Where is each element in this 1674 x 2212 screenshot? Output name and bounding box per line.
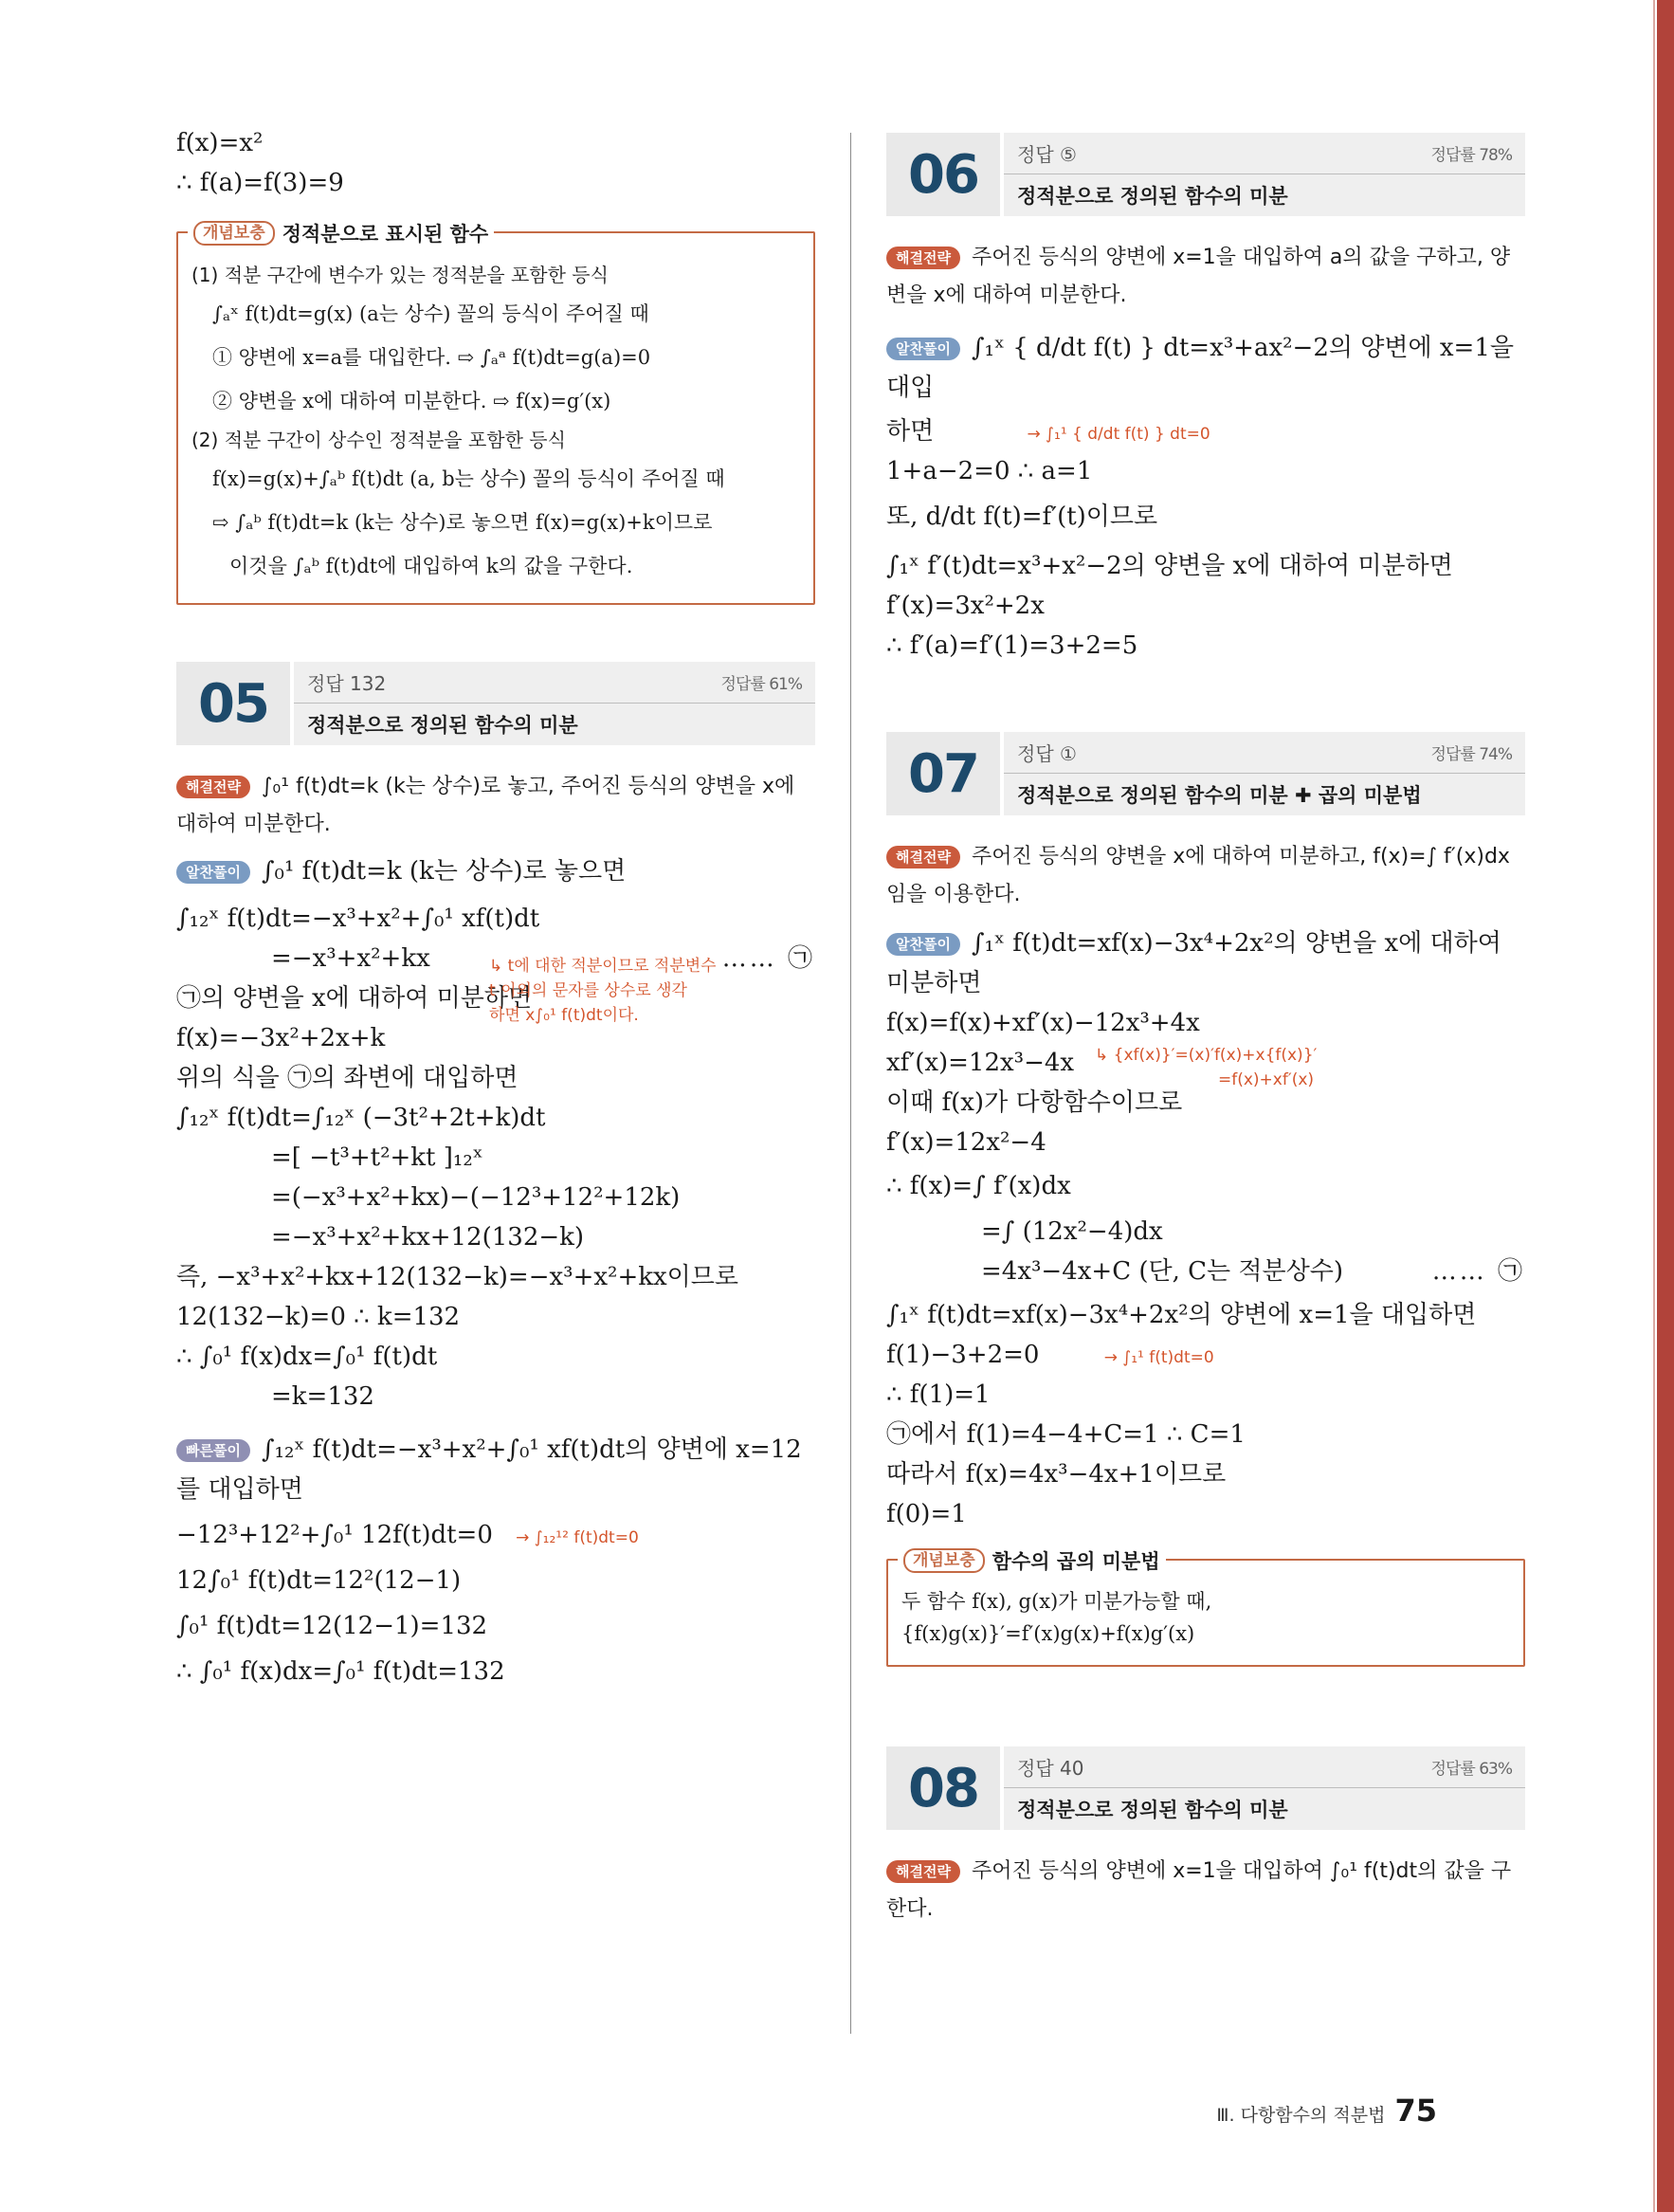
- answer-text: 정답 132: [307, 672, 387, 695]
- strategy: [886, 1853, 1525, 1929]
- problem-topic: 정적분으로 정의된 함수의 미분 ✚ 곱의 미분법: [1017, 784, 1422, 807]
- solution-line: [886, 1252, 1525, 1291]
- solution-line: f(x)=−3x²+2x+k: [176, 1024, 386, 1052]
- side-note-line: t 이외의 문자를 상수로 생각: [489, 981, 687, 1000]
- fast-line: [176, 1515, 815, 1555]
- concept-line: ② 양변을 x에 대하여 미분한다. ⇨ f(x)=g′(x): [212, 390, 611, 412]
- solution-line: ∴ f′(a)=f′(1)=3+2=5: [886, 631, 1138, 660]
- page-footer: [1216, 2093, 1437, 2129]
- solution-line: [886, 1335, 1525, 1375]
- solution-label: 알찬풀이: [886, 338, 960, 360]
- strategy-text: 주어진 등식의 양변에 x=1을 대입하여 a의 값을 구하고, 양변을 x에 대하여 미분한다.: [886, 246, 1511, 307]
- fast-solution-body: [176, 1470, 815, 1691]
- side-note-line: ↳ t에 대한 적분이므로 적분변수: [489, 957, 717, 976]
- concept-line: ∫ₐˣ f(t)dt=g(x) (a는 상수) 꼴의 등식이 주어질 때: [212, 302, 649, 325]
- problem-number: 07: [886, 732, 1000, 815]
- solution-line: f′(x)=12x²−4: [886, 1128, 1046, 1157]
- fast-line: ∴ ∫₀¹ f(x)dx=∫₀¹ f(t)dt=132: [176, 1657, 505, 1686]
- solution-body: [176, 899, 815, 1417]
- concept-box-integral-function: [176, 223, 815, 605]
- strategy: [886, 838, 1525, 914]
- fast-solution-first: [176, 1430, 815, 1470]
- equation-tag: …… ㉠: [1431, 1257, 1525, 1286]
- problem-header-05: [176, 662, 815, 745]
- arrow-icon: ↳: [489, 957, 508, 976]
- concept-line: f(x)=g(x)+∫ₐᵇ f(t)dt (a, b는 상수) 꼴의 등식이 주어질 때: [212, 467, 725, 490]
- concept-line: 두 함수 f(x), g(x)가 미분가능할 때,: [901, 1590, 1212, 1613]
- solution-label: 알찬풀이: [886, 933, 960, 956]
- problem-info: [294, 662, 815, 745]
- answer-row: [294, 662, 815, 704]
- solution-line-text: =4x³−4x+C (단, C는 적분상수): [981, 1257, 1344, 1286]
- answer-row: [1004, 133, 1525, 174]
- solution-first-text: ∫₀¹ f(t)dt=k (k는 상수)로 놓으면: [261, 857, 627, 886]
- concept-box-product-rule: [886, 1550, 1525, 1667]
- side-note-line: =f(x)+xf′(x): [1218, 1070, 1315, 1089]
- solution-line: 이때 f(x)가 다항함수이므로: [886, 1088, 1183, 1117]
- solution-line: 또, d/dt f(t)=f′(t)이므로: [886, 503, 1158, 531]
- correct-rate: 정답률 61%: [720, 675, 802, 694]
- concept-tag: 개념보충: [193, 221, 275, 246]
- fast-line: ∫₀¹ f(t)dt=12(12−1)=132: [176, 1612, 488, 1640]
- fast-solution-text: ∫₁₂ˣ f(t)dt=−x³+x²+∫₀¹ xf(t)dt의 양변에 x=12: [261, 1435, 802, 1464]
- solution-line: =k=132: [271, 1382, 374, 1411]
- concept-tag: 개념보충: [903, 1548, 985, 1573]
- problem-topic: 정적분으로 정의된 함수의 미분: [1017, 1799, 1288, 1821]
- fast-line: 를 대입하면: [176, 1475, 303, 1504]
- solution-body: [886, 411, 1525, 666]
- concept-line: (1) 적분 구간에 변수가 있는 정적분을 포함한 등식: [191, 264, 609, 286]
- fast-note: → ∫₁₂¹² f(t)dt=0: [516, 1528, 639, 1547]
- problem-number: 05: [176, 662, 290, 745]
- problem-header-07: [886, 732, 1525, 815]
- answer-text: 정답 40: [1017, 1757, 1084, 1780]
- problem-info: [1004, 732, 1525, 815]
- solution-first: [886, 923, 1525, 963]
- solution-line: ∴ f(1)=1: [886, 1380, 991, 1409]
- concept-line: {f(x)g(x)}′=f′(x)g(x)+f(x)g′(x): [901, 1622, 1195, 1645]
- solution-line: ∫₁ˣ f(t)dt=xf(x)−3x⁴+2x²의 양변에 x=1을 대입하면: [886, 1301, 1477, 1329]
- arrow-icon: →: [516, 1528, 535, 1547]
- side-note: [489, 954, 717, 1028]
- left-column: [176, 123, 815, 1691]
- problem-topic: 정적분으로 정의된 함수의 미분: [1017, 185, 1288, 208]
- side-note-line: ↳ {xf(x)}′=(x)′f(x)+x{f(x)}′: [1095, 1046, 1318, 1065]
- solution-line-text: =−x³+x²+kx: [271, 944, 430, 973]
- page-edge-line: [1653, 0, 1655, 2212]
- concept-line: ① 양변에 x=a를 대입한다. ⇨ ∫ₐᵃ f(t)dt=g(a)=0: [212, 346, 651, 369]
- side-note: → ∫₁¹ f(t)dt=0: [1103, 1348, 1214, 1367]
- arrow-icon: →: [1103, 1348, 1123, 1367]
- concept-title: [898, 1546, 1166, 1575]
- solution-line: 위의 식을 ㉠의 좌변에 대입하면: [176, 1064, 519, 1092]
- solution-line: =(−x³+x²+kx)−(−12³+12²+12k): [271, 1183, 681, 1212]
- solution-first: [886, 328, 1525, 408]
- correct-rate: 정답률 78%: [1430, 146, 1512, 165]
- concept-title: [188, 219, 494, 247]
- side-note: → ∫₁¹ { d/dt f(t) } dt=0: [1027, 425, 1210, 444]
- page-number: 75: [1394, 2093, 1437, 2129]
- concept-name: 함수의 곱의 미분법: [992, 1550, 1160, 1573]
- solution-line: ∴ ∫₀¹ f(x)dx=∫₀¹ f(t)dt: [176, 1343, 438, 1371]
- solution-line: 12(132−k)=0 ∴ k=132: [176, 1303, 461, 1331]
- strategy: [886, 239, 1525, 315]
- problem-info: [1004, 133, 1525, 216]
- answer-text: 정답 ①: [1017, 742, 1077, 765]
- page-edge-bar: [1657, 0, 1674, 2212]
- problem-header-06: [886, 133, 1525, 216]
- correct-rate: 정답률 74%: [1430, 745, 1512, 764]
- solution-line-text: f(1)−3+2=0: [886, 1341, 1040, 1369]
- solution-line: ㉠의 양변을 x에 대하여 미분하면: [176, 984, 533, 1013]
- solution-line: xf′(x)=12x³−4x: [886, 1049, 1075, 1077]
- concept-line: (2) 적분 구간이 상수인 정적분을 포함한 등식: [191, 429, 566, 451]
- solution-line: ∴ f(x)=∫ f′(x)dx: [886, 1172, 1071, 1200]
- answer-row: [1004, 1746, 1525, 1788]
- strategy-text: ∫₀¹ f(t)dt=k (k는 상수)로 놓고, 주어진 등식의 양변을 x에 대하여 미분한다.: [176, 775, 795, 836]
- solution-line: 따라서 f(x)=4x³−4x+1이므로: [886, 1460, 1227, 1489]
- solution-line: 1+a−2=0 ∴ a=1: [886, 457, 1093, 485]
- solution-first: [176, 851, 815, 891]
- solution-line: =−x³+x²+kx+12(132−k): [271, 1223, 585, 1252]
- solution-first-text: ∫₁ˣ f(t)dt=xf(x)−3x⁴+2x²의 양변을 x에 대하여: [971, 929, 1501, 958]
- intro-line: ∴ f(a)=f(3)=9: [176, 169, 344, 197]
- strategy-label: 해결전략: [886, 247, 960, 269]
- strategy-label: 해결전략: [886, 1860, 960, 1883]
- problem-number: 06: [886, 133, 1000, 216]
- solution-line: ∫₁ˣ f′(t)dt=x³+x²−2의 양변을 x에 대하여 미분하면: [886, 552, 1453, 580]
- solution-line: f′(x)=3x²+2x: [886, 592, 1045, 620]
- strategy-text: 주어진 등식의 양변에 x=1을 대입하여 ∫₀¹ f(t)dt의 값을 구한다.: [886, 1859, 1512, 1921]
- side-note-line: 하면 x∫₀¹ f(t)dt이다.: [489, 1006, 639, 1025]
- intro-line: f(x)=x²: [176, 129, 264, 157]
- solution-line: [886, 411, 1525, 451]
- fast-line-text: −12³+12²+∫₀¹ 12f(t)dt=0: [176, 1521, 493, 1549]
- concept-line: ⇨ ∫ₐᵇ f(t)dt=k (k는 상수)로 놓으면 f(x)=g(x)+k이므로: [212, 511, 713, 534]
- right-column: [886, 133, 1525, 1929]
- column-divider: [850, 133, 851, 2034]
- chapter-title: Ⅲ. 다항함수의 적분법: [1216, 2105, 1386, 2126]
- concept-line: 이것을 ∫ₐᵇ f(t)dt에 대입하여 k의 값을 구한다.: [229, 555, 633, 577]
- solution-line: =[ −t³+t²+kt ]₁₂ˣ: [271, 1143, 483, 1172]
- solution-first-text: ∫₁ˣ { d/dt f(t) } dt=x³+ax²−2의 양변에 x=1을 대입: [886, 334, 1514, 402]
- fast-solution-label: 빠른풀이: [176, 1439, 250, 1462]
- solution-line: f(0)=1: [886, 1500, 967, 1528]
- strategy: [176, 768, 815, 844]
- solution-label: 알찬풀이: [176, 861, 250, 884]
- problem-info: [1004, 1746, 1525, 1830]
- strategy-label: 해결전략: [886, 846, 960, 868]
- problem-topic: 정적분으로 정의된 함수의 미분: [307, 714, 578, 737]
- solution-line: f(x)=f(x)+xf′(x)−12x³+4x: [886, 1009, 1200, 1037]
- solution-line: =∫ (12x²−4)dx: [981, 1217, 1163, 1246]
- problem-number: 08: [886, 1746, 1000, 1830]
- solution-line-text: 하면: [886, 417, 935, 446]
- arrow-icon: ↳: [1095, 1046, 1114, 1065]
- concept-name: 정적분으로 표시된 함수: [282, 223, 489, 246]
- strategy-text: 주어진 등식의 양변을 x에 대하여 미분하고, f(x)=∫ f′(x)dx 임을 이용한다.: [886, 845, 1510, 906]
- arrow-icon: →: [1027, 425, 1046, 444]
- fast-line: 12∫₀¹ f(t)dt=12²(12−1): [176, 1566, 462, 1595]
- solution-line: 미분하면: [886, 969, 982, 997]
- solution-line: ∫₁₂ˣ f(t)dt=−x³+x²+∫₀¹ xf(t)dt: [176, 905, 540, 933]
- strategy-label: 해결전략: [176, 776, 250, 798]
- solution-line: 즉, −x³+x²+kx+12(132−k)=−x³+x²+kx이므로: [176, 1263, 738, 1291]
- problem-header-08: [886, 1746, 1525, 1830]
- side-note-product-rule: [1095, 1043, 1317, 1092]
- correct-rate: 정답률 63%: [1430, 1760, 1512, 1779]
- equation-tag: …… ㉠: [721, 944, 815, 973]
- solution-line: ㉠에서 f(1)=4−4+C=1 ∴ C=1: [886, 1420, 1246, 1449]
- answer-text: 정답 ⑤: [1017, 143, 1077, 166]
- solution-body: [886, 963, 1525, 1534]
- answer-row: [1004, 732, 1525, 774]
- solution-line: ∫₁₂ˣ f(t)dt=∫₁₂ˣ (−3t²+2t+k)dt: [176, 1104, 546, 1132]
